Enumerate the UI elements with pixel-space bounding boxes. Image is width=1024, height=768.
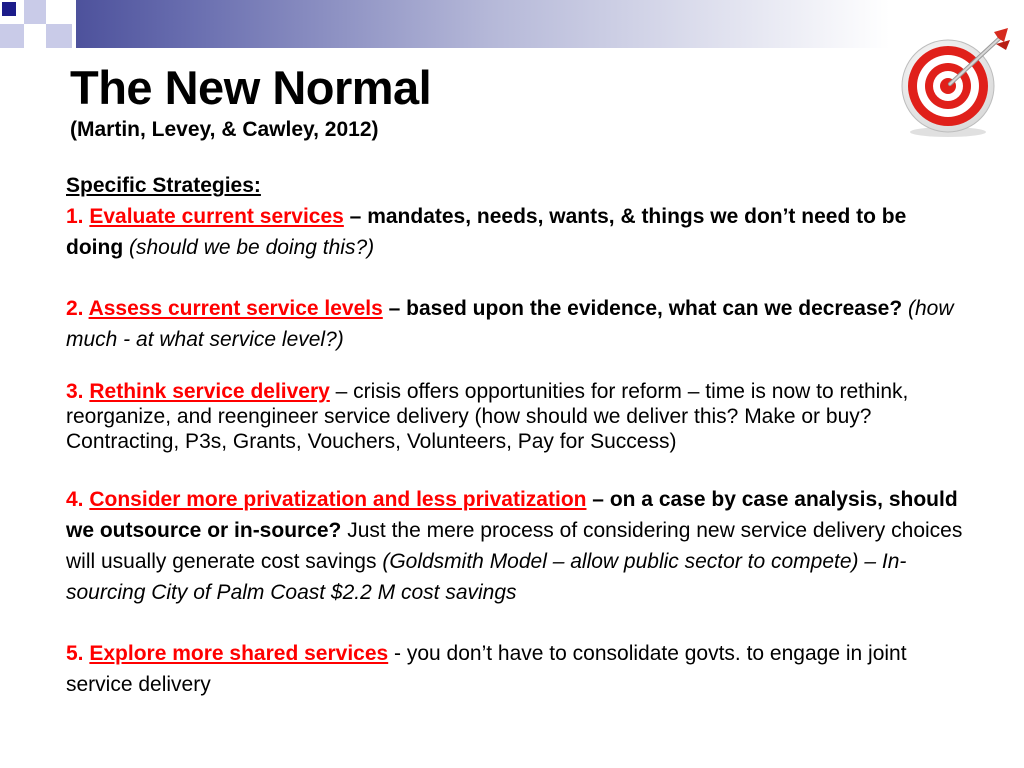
strategy-number: 2. xyxy=(66,297,89,320)
strategy-number: 1. xyxy=(66,205,90,228)
strategy-note: (how much - at what service level?) xyxy=(66,297,954,351)
strategy-note: (should we be doing this?) xyxy=(123,236,375,259)
strategy-item-3 xyxy=(66,379,966,454)
strategy-lead: – on a case by case analysis, should we outsource or in-source? xyxy=(66,488,958,542)
decor-square-dark xyxy=(2,2,16,16)
slide-subtitle: (Martin, Levey, & Cawley, 2012) xyxy=(70,118,379,141)
strategy-item-1 xyxy=(66,201,966,263)
strategy-lead: – based upon the evidence, what can we decrease? xyxy=(382,297,903,320)
strategy-item-4 xyxy=(66,484,966,608)
strategy-lead: – mandates, needs, wants, & things we don’t need to be doing xyxy=(66,205,907,259)
strategies-body xyxy=(66,170,966,700)
strategy-note: (Goldsmith Model – allow public sector to compete) – In-sourcing City of Palm Coast $2.2 M cost savings xyxy=(66,550,907,604)
strategies-heading: Specific Strategies: xyxy=(66,174,261,197)
target-dart-icon xyxy=(898,26,1016,140)
strategy-title: Assess current service levels xyxy=(88,297,383,320)
strategy-title: Rethink service delivery xyxy=(89,380,330,403)
strategy-number: 5. xyxy=(66,642,90,665)
decor-square xyxy=(24,0,46,24)
strategy-item-2 xyxy=(66,293,966,355)
strategy-title: Consider more privatization and less privatization xyxy=(89,488,587,511)
strategy-text: – crisis offers opportunities for reform – time is now to rethink, reorganize, and reengineer service delivery (how should we deliver this? Make or buy? Contracting, P3s, Grants, Vouchers, Volunteers, Pay for Success) xyxy=(66,380,909,453)
header-decor-bar xyxy=(0,0,890,48)
decor-square xyxy=(46,0,72,24)
decor-square xyxy=(46,24,72,48)
decor-square xyxy=(0,0,24,24)
strategy-title: Evaluate current services xyxy=(89,205,344,228)
decor-square xyxy=(24,24,46,48)
strategy-item-5 xyxy=(66,638,966,700)
decor-square xyxy=(0,24,24,48)
strategy-number: 3. xyxy=(66,380,90,403)
strategy-title: Explore more shared services xyxy=(89,642,389,665)
strategy-number: 4. xyxy=(66,488,90,511)
decor-divider xyxy=(72,0,76,48)
strategy-text: Just the mere process of considering new service delivery choices will usually generate cost savings xyxy=(66,519,963,573)
slide-title: The New Normal xyxy=(70,61,432,114)
strategy-text: - you don’t have to consolidate govts. to engage in joint service delivery xyxy=(66,642,907,696)
